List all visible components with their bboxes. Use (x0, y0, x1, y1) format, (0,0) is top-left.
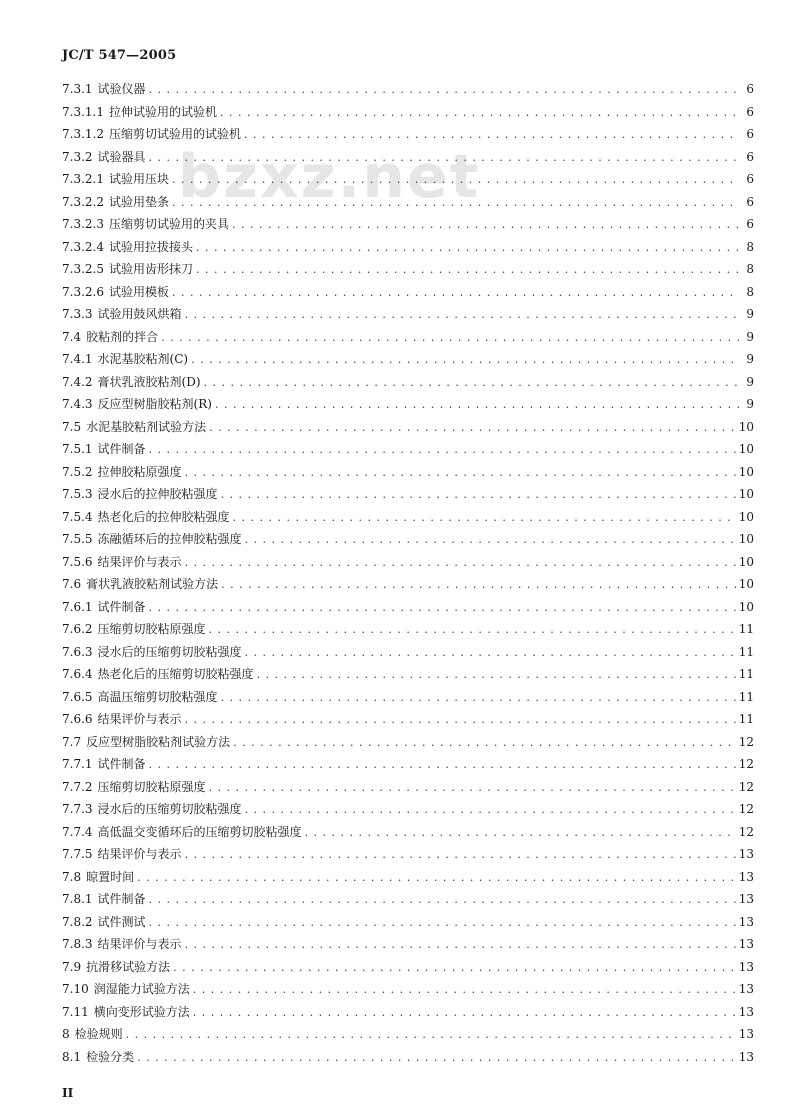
toc-leader-dots (149, 151, 739, 164)
toc-section-number: 7.3.2 (62, 149, 93, 164)
toc-section-title: 试验用齿形抹刀 (108, 262, 193, 276)
toc-section-title: 试验用模板 (108, 284, 169, 299)
toc-entry (62, 1025, 754, 1048)
toc-page-number: 11 (738, 644, 754, 659)
toc-leader-dots (149, 83, 739, 96)
toc-page-number: 9 (746, 352, 754, 366)
toc-entry (62, 485, 754, 508)
toc-page-number: 11 (738, 712, 754, 726)
toc-entry (62, 125, 754, 148)
toc-section-title: 高温压缩剪切胶粘强度 (97, 689, 218, 704)
toc-section-title: 水泥基胶粘剂试验方法 (86, 419, 207, 434)
toc-leader-dots (185, 556, 736, 569)
toc-page-number: 11 (738, 689, 754, 704)
toc-section-number: 7.3.1.1 (62, 104, 104, 119)
toc-leader-dots (244, 128, 739, 141)
toc-leader-dots (209, 421, 736, 434)
toc-section-title: 热老化后的压缩剪切胶粘强度 (97, 667, 254, 681)
toc-leader-dots (221, 578, 736, 591)
toc-page-number: 12 (738, 734, 754, 749)
toc-section-title: 压缩剪切试验用的夹具 (108, 217, 229, 231)
toc-leader-dots (137, 871, 736, 884)
toc-page-number: 12 (738, 757, 754, 771)
document-code-header: JC/T 547—2005 (62, 48, 177, 63)
toc-leader-dots (196, 241, 739, 254)
toc-page-number: 6 (746, 172, 754, 186)
watermark: bzxz.net (178, 142, 481, 212)
toc-section-title: 试件制备 (97, 757, 146, 771)
toc-section-title: 浸水后的拉伸胶粘强度 (97, 487, 218, 501)
toc-page-number: 12 (738, 824, 754, 839)
toc-section-title: 膏状乳液胶粘剂试验方法 (86, 577, 219, 591)
toc-section-number: 7.5.5 (62, 532, 93, 546)
toc-section-number: 7.4.2 (62, 374, 93, 389)
toc-page-number: 10 (738, 577, 754, 591)
toc-page-number: 13 (738, 1049, 754, 1064)
toc-entry (62, 598, 754, 621)
toc-page-number: 6 (746, 194, 754, 209)
toc-page-number: 10 (738, 599, 754, 614)
toc-section-title: 试验器具 (97, 149, 146, 164)
toc-section-title: 冻融循环后的拉伸胶粘强度 (97, 532, 242, 546)
toc-page-number: 12 (738, 779, 754, 794)
toc-section-number: 7.7.5 (62, 847, 93, 861)
toc-page-number: 11 (738, 667, 754, 681)
toc-leader-dots (172, 173, 739, 186)
toc-leader-dots (185, 713, 736, 726)
toc-section-title: 水泥基胶粘剂(C) (97, 352, 189, 366)
toc-section-title: 结果评价与表示 (97, 554, 182, 569)
toc-leader-dots (245, 646, 736, 659)
toc-section-number: 8.1 (62, 1049, 82, 1064)
toc-entry (62, 463, 754, 486)
toc-leader-dots (193, 983, 736, 996)
toc-section-number: 7.6.1 (62, 599, 93, 614)
toc-page-number: 9 (746, 329, 754, 344)
toc-page-number: 9 (746, 397, 754, 411)
toc-section-number: 7.6.3 (62, 644, 93, 659)
page-number-footer: II (62, 1086, 74, 1100)
toc-leader-dots (126, 1028, 736, 1041)
toc-section-number: 7.4 (62, 329, 82, 344)
toc-leader-dots (193, 1006, 736, 1019)
toc-page-number: 10 (738, 554, 754, 569)
toc-section-number: 7.3.2.2 (62, 194, 104, 209)
toc-leader-dots (185, 938, 736, 951)
toc-entry (62, 193, 754, 216)
table-of-contents (62, 80, 754, 1070)
toc-entry (62, 620, 754, 643)
toc-leader-dots (233, 736, 736, 749)
toc-entry (62, 530, 754, 553)
toc-entry (62, 710, 754, 733)
toc-section-title: 压缩剪切试验用的试验机 (108, 127, 241, 141)
toc-entry (62, 755, 754, 778)
toc-section-number: 7.8 (62, 869, 82, 884)
toc-section-title: 试验仪器 (97, 82, 146, 96)
toc-leader-dots (221, 691, 736, 704)
toc-entry (62, 575, 754, 598)
toc-entry (62, 800, 754, 823)
toc-section-title: 润湿能力试验方法 (93, 982, 190, 996)
toc-entry (62, 350, 754, 373)
toc-section-number: 7.7 (62, 734, 82, 749)
toc-page-number: 13 (738, 892, 754, 906)
toc-section-number: 7.3.3 (62, 307, 93, 321)
toc-page-number: 10 (738, 487, 754, 501)
toc-entry (62, 868, 754, 891)
toc-entry (62, 980, 754, 1003)
toc-section-number: 7.6.5 (62, 689, 93, 704)
toc-section-number: 7.5.1 (62, 442, 93, 456)
toc-section-title: 高低温交变循环后的压缩剪切胶粘强度 (97, 824, 302, 839)
toc-page-number: 10 (738, 442, 754, 456)
toc-section-number: 7.8.2 (62, 914, 93, 929)
toc-leader-dots (185, 848, 736, 861)
toc-section-number: 7.3.2.5 (62, 262, 104, 276)
toc-section-number: 7.7.4 (62, 824, 93, 839)
toc-leader-dots (233, 511, 736, 524)
toc-section-number: 7.6 (62, 577, 82, 591)
toc-entry (62, 935, 754, 958)
toc-section-number: 7.9 (62, 959, 82, 974)
toc-section-number: 7.5.4 (62, 509, 93, 524)
toc-section-title: 试验用垫条 (108, 194, 169, 209)
toc-section-title: 试件制备 (97, 599, 146, 614)
toc-leader-dots (149, 758, 736, 771)
toc-leader-dots (257, 668, 736, 681)
toc-section-title: 试验用拉拔接头 (108, 239, 193, 254)
toc-entry (62, 148, 754, 171)
toc-section-title: 抗滑移试验方法 (86, 959, 171, 974)
toc-section-number: 7.7.1 (62, 757, 93, 771)
toc-leader-dots (215, 398, 739, 411)
toc-entry (62, 958, 754, 981)
toc-section-title: 压缩剪切胶粘原强度 (97, 622, 206, 636)
toc-leader-dots (185, 308, 739, 321)
toc-leader-dots (149, 916, 736, 929)
toc-entry (62, 1003, 754, 1026)
toc-entry (62, 238, 754, 261)
toc-section-title: 结果评价与表示 (97, 937, 182, 951)
toc-leader-dots (204, 376, 739, 389)
toc-entry (62, 913, 754, 936)
toc-section-title: 拉伸胶粘原强度 (97, 464, 182, 479)
toc-section-title: 结果评价与表示 (97, 847, 182, 861)
toc-section-title: 压缩剪切胶粘原强度 (97, 779, 206, 794)
toc-entry (62, 440, 754, 463)
toc-page-number: 10 (738, 419, 754, 434)
toc-section-title: 热老化后的拉伸胶粘强度 (97, 509, 230, 524)
toc-page-number: 13 (738, 982, 754, 996)
toc-leader-dots (196, 263, 739, 276)
toc-section-number: 7.6.2 (62, 622, 93, 636)
toc-page-number: 13 (738, 914, 754, 929)
toc-section-title: 膏状乳液胶粘剂(D) (97, 374, 201, 389)
toc-entry (62, 305, 754, 328)
toc-section-number: 7.4.1 (62, 352, 93, 366)
toc-entry (62, 643, 754, 666)
toc-entry (62, 80, 754, 103)
toc-section-title: 检验分类 (86, 1049, 135, 1064)
toc-section-number: 8 (62, 1027, 70, 1041)
toc-entry (62, 373, 754, 396)
toc-page-number: 12 (738, 802, 754, 816)
toc-section-title: 试件制备 (97, 442, 146, 456)
toc-leader-dots (209, 781, 736, 794)
toc-section-number: 7.7.3 (62, 802, 93, 816)
toc-entry (62, 103, 754, 126)
toc-entry (62, 845, 754, 868)
toc-leader-dots (149, 601, 736, 614)
toc-entry (62, 665, 754, 688)
toc-leader-dots (220, 106, 739, 119)
toc-section-number: 7.5.6 (62, 554, 93, 569)
toc-page-number: 13 (738, 959, 754, 974)
toc-section-number: 7.5.2 (62, 464, 93, 479)
toc-section-number: 7.3.2.6 (62, 284, 104, 299)
toc-page-number: 13 (738, 847, 754, 861)
toc-leader-dots (173, 961, 736, 974)
toc-page-number: 11 (738, 622, 754, 636)
toc-leader-dots (137, 1051, 736, 1064)
toc-leader-dots (185, 466, 736, 479)
toc-section-title: 试验用压块 (108, 172, 169, 186)
toc-page-number: 6 (746, 127, 754, 141)
toc-section-title: 拉伸试验用的试验机 (108, 104, 217, 119)
toc-entry (62, 328, 754, 351)
toc-page-number: 6 (746, 104, 754, 119)
toc-entry (62, 418, 754, 441)
toc-page-number: 13 (738, 937, 754, 951)
toc-leader-dots (245, 803, 736, 816)
toc-entry (62, 553, 754, 576)
toc-page-number: 9 (746, 307, 754, 321)
toc-section-title: 试件测试 (97, 914, 146, 929)
toc-section-title: 反应型树脂胶粘剂(R) (97, 397, 212, 411)
toc-entry (62, 260, 754, 283)
toc-section-number: 7.3.2.1 (62, 172, 104, 186)
toc-leader-dots (305, 826, 736, 839)
toc-leader-dots (232, 218, 739, 231)
toc-entry (62, 733, 754, 756)
toc-section-title: 试验用鼓风烘箱 (97, 307, 182, 321)
toc-entry (62, 215, 754, 238)
toc-entry (62, 395, 754, 418)
toc-section-number: 7.3.2.4 (62, 239, 104, 254)
toc-section-title: 结果评价与表示 (97, 712, 182, 726)
toc-section-number: 7.3.2.3 (62, 217, 104, 231)
toc-section-number: 7.11 (62, 1004, 89, 1019)
toc-page-number: 6 (746, 149, 754, 164)
toc-section-number: 7.8.1 (62, 892, 93, 906)
toc-page-number: 13 (738, 1004, 754, 1019)
toc-section-number: 7.6.4 (62, 667, 93, 681)
toc-entry (62, 778, 754, 801)
toc-section-title: 反应型树脂胶粘剂试验方法 (86, 734, 231, 749)
toc-page-number: 8 (746, 262, 754, 276)
toc-leader-dots (209, 623, 736, 636)
toc-page-number: 10 (738, 464, 754, 479)
toc-leader-dots (191, 353, 739, 366)
toc-leader-dots (172, 286, 739, 299)
toc-section-number: 7.3.1 (62, 82, 93, 96)
toc-section-title: 试件制备 (97, 892, 146, 906)
toc-page-number: 13 (738, 1027, 754, 1041)
toc-section-title: 检验规则 (74, 1027, 123, 1041)
toc-section-title: 横向变形试验方法 (93, 1004, 190, 1019)
toc-section-number: 7.8.3 (62, 937, 93, 951)
toc-section-number: 7.5 (62, 419, 82, 434)
toc-section-number: 7.7.2 (62, 779, 93, 794)
toc-entry (62, 890, 754, 913)
toc-entry (62, 688, 754, 711)
toc-section-number: 7.10 (62, 982, 89, 996)
toc-entry (62, 1048, 754, 1071)
toc-leader-dots (149, 443, 736, 456)
toc-page-number: 8 (746, 284, 754, 299)
toc-section-number: 7.5.3 (62, 487, 93, 501)
toc-leader-dots (221, 488, 736, 501)
toc-section-title: 浸水后的压缩剪切胶粘强度 (97, 644, 242, 659)
toc-section-title: 浸水后的压缩剪切胶粘强度 (97, 802, 242, 816)
toc-page-number: 13 (738, 869, 754, 884)
toc-page-number: 10 (738, 509, 754, 524)
toc-leader-dots (149, 893, 736, 906)
toc-entry (62, 508, 754, 531)
toc-section-number: 7.3.1.2 (62, 127, 104, 141)
toc-section-number: 7.6.6 (62, 712, 93, 726)
toc-leader-dots (161, 331, 739, 344)
toc-entry (62, 170, 754, 193)
toc-section-title: 晾置时间 (86, 869, 135, 884)
toc-page-number: 10 (738, 532, 754, 546)
toc-section-title: 胶粘剂的拌合 (86, 329, 159, 344)
toc-page-number: 9 (746, 374, 754, 389)
toc-page-number: 6 (746, 82, 754, 96)
toc-entry (62, 823, 754, 846)
toc-page-number: 6 (746, 217, 754, 231)
toc-entry (62, 283, 754, 306)
toc-leader-dots (172, 196, 739, 209)
toc-section-number: 7.4.3 (62, 397, 93, 411)
toc-page-number: 8 (746, 239, 754, 254)
toc-leader-dots (245, 533, 736, 546)
